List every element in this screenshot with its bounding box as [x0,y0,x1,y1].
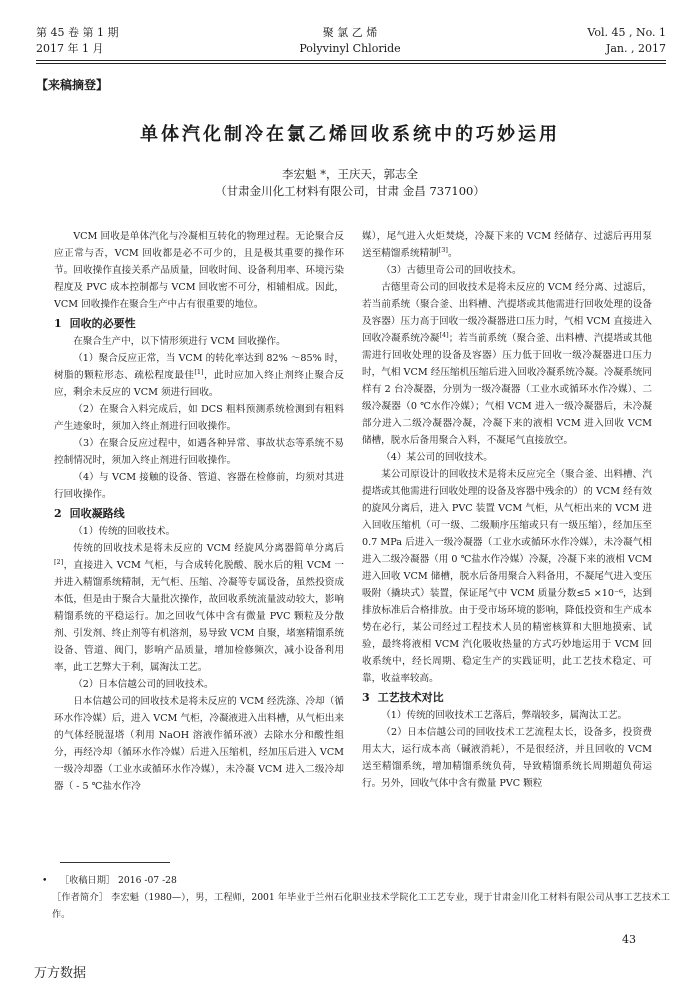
header-date: 2017 年 1 月 [36,42,104,55]
header-journal-en: Polyvinyl Chloride [299,42,401,55]
section-title: 回收凝路线 [69,507,125,520]
paragraph: （1）传统的回收技术。 [73,526,176,537]
paragraph-text: 传统的回收技术是将未反应的 VCM 经旋风分离器简单分离后 [73,543,344,554]
affiliation: （甘肃金川化工材料有限公司，甘肃 金昌 737100） [215,184,485,198]
paragraph: （4）某公司的回收技术。 [381,452,493,463]
paragraph: （3）在聚合反应过程中，如遇各种异常、事故状态等系统不易控制情况时，须加入终止剂进行回收操作。 [54,438,344,466]
paragraph-text: 古德里奇公司的回收技术是将未反应的 VCM 经分离、过滤后，若当前系统（聚合釜、出料槽、汽提塔或其他需进行回收处理的设备及容器）压力高于回收一级冷凝器进口压力时，气相 VCM 直接进入回收冷凝系统冷凝 [362,282,652,344]
footnote-rule [60,862,170,863]
paragraph [54,540,344,676]
header-date-en: Jan. , 2017 [605,42,666,55]
paragraph-text: 。 [447,248,458,259]
paragraph: （3）古德里奇公司的回收技术。 [381,265,522,276]
paragraph: 在聚合生产中，以下情形须进行 VCM 回收操作。 [73,336,286,347]
section-title: 工艺技术对比 [377,691,444,704]
authors: 李宏魁 *，王庆天，郭志全 [282,167,418,181]
page-number: 43 [622,933,636,946]
paragraph: VCM 回收是单体汽化与冷凝相互转化的物理过程。无论聚合反应正常与否，VCM 回收都是必不可少的，且是极其重要的操作环节。回收操作直接关系产品质量，回收时间、设备利用率、环境污染程度及 PVC 成本控制都与 VCM 回收密不可分，相辅相成。因此，VCM 回收操作在聚合生产中占有很重要的地位。 [54,231,344,310]
citation: [1] [194,367,204,376]
header-rule-top [36,60,666,61]
paragraph: （1）传统的回收技术工艺落后，弊端较多，属淘汰工艺。 [381,710,628,721]
paragraph: （4）与 VCM 接触的设备、管道、容器在检修前，均须对其进行回收操作。 [54,472,344,500]
section-number: 1 [54,317,62,330]
section-number: 3 [362,691,370,704]
paragraph [362,279,652,449]
paragraph: 日本信越公司的回收技术是将未反应的 VCM 经洗涤、冷却（循环水作冷媒）后，进入 VCM 气柜，冷凝液进入出料槽，从气柜出来的气体经脱湿塔（利用 NaOH 溶液作循环液）去除水分和酸性组分，再经冷却（循环水作冷媒）后进入压缩机，经加压后进入 VCM 一级冷却器（工业水或循环水作冷媒），未冷凝 VCM 进入二级冷却器（ - 5 ℃盐水作冷 [54,696,344,792]
section-heading-3 [362,689,652,707]
paragraph-text: （1）聚合反应正常，当 VCM 的转化率达到 82% ～85% 时，树脂的颗粒形态、疏松程度最佳 [54,353,344,381]
section-heading-1 [54,315,344,333]
paragraph-text: ；若当前系统（聚合釜、出料槽、汽提塔或其他需进行回收处理的设备及容器）压力低于回收一级冷凝器进口压力时，气相 VCM 经压缩机压缩后进入回收冷凝系统冷凝。冷凝系统同样有 2 台冷凝器，分别为一级冷凝器（工业水或循环水作冷媒）、二级冷凝器（0 ℃水作冷媒）；气相 VCM 进入一级冷凝器后，未冷凝部分进入二级冷凝器冷凝，冷凝下来的液相 VCM 进入回收 VCM 储槽，脱水后备用聚合入料，不凝尾气直接放空。 [362,333,653,446]
section-heading-2 [54,505,344,523]
footnote-author-bio: ［作者简介］ 李宏魁（1980—），男，工程师，2001 年毕业于兰州石化职业技术学院化工工艺专业，现于甘肃金川化工材料有限公司从事工艺技术工作。 [52,892,670,920]
article-title: 单体汽化制冷在氯乙烯回收系统中的巧妙运用 [140,124,560,145]
section-number: 2 [54,507,62,520]
paragraph-text: 媒），尾气进入火炬焚烧，冷凝下来的 VCM 经储存、过滤后再用泵送至精馏系统精制 [362,231,652,259]
header-volume-issue: 第 45 卷 第 1 期 [36,26,119,39]
footnote-received [42,872,670,889]
paragraph [362,228,652,262]
section-title: 回收的必要性 [69,317,136,330]
received-date: ［收稿日期］ 2016 -07 -28 [60,875,177,886]
paragraph-text: ，此时应加入终止剂终止聚合反应，剩余未反应的 VCM 须进行回收。 [54,370,344,398]
paragraph: （2）在聚合入料完成后，如 DCS 粗料预测系统检测到有粗料产生迹象时，须加入终止剂进行回收操作。 [54,404,344,432]
left-column [54,228,344,795]
paragraph [54,350,344,401]
paragraph: （2）日本信越公司的回收技术工艺流程太长，设备多，投资费用太大，运行成本高（碱液消耗），不是很经济，并且回收的 VCM 送至精馏系统，增加精馏系统负荷，导致精馏系统长周期超负荷运行。另外，回收气体中含有微量 PVC 颗粒 [362,727,652,789]
header-journal-cn: 聚 氯 乙 烯 [322,26,378,39]
right-column [362,228,652,792]
section-tag: 【来稿摘登】 [36,78,109,92]
paragraph: 某公司原设计的回收技术是将未反应完全（聚合釜、出料槽、汽提塔或其他需进行回收处理的设备及容器中残余的）的 VCM 经有效的旋风分离后，进入 PVC 装置 VCM 气柜，从气柜出来的 VCM 进入回收压缩机（可一级、二级顺序压缩或只有一级压缩），经加压至 0.7 MPa 后进入一级冷凝器（工业水或循环水作冷媒），未冷凝气相进入二级冷凝器（用 0 ℃盐水作冷媒）冷凝，冷凝下来的液相 VCM 进入回收 VCM 储槽，脱水后备用聚合入料备用，不凝尾气进入变压吸附（撬块式）装置，保证尾气中 VCM 质量分数≤5 ×10⁻⁶，达到排放标准后合格排放。由于受市场环境的影响，降低投资和生产成本势在必行，某公司经过工程技术人员的精密核算和大胆地摸索、试验，最终将液相 VCM 汽化吸收热量的方式巧妙地运用于 VCM 回收系统中，经长周期、稳定生产的实践证明，此工艺技术稳定、可靠，收益率较高。 [362,469,652,684]
citation: [2] [54,557,64,566]
citation: [4] [439,330,449,339]
header-rule-bottom [36,63,666,64]
paragraph: （2）日本信越公司的回收技术。 [73,679,214,690]
watermark: 万方数据 [34,966,87,981]
header-volume-issue-en: Vol. 45 , No. 1 [587,26,666,39]
paragraph-text: ，直接进入 VCM 气柜，与合成转化脱酸、脱水后的粗 VCM 一并进入精馏系统精制，无气柜、压缩、冷凝等专属设备，虽然投资成本低，但是由于聚合大量批次操作，故回收系统流量波动较大，影响精馏系统的平稳运行。加之回收气体中含有微量 PVC 颗粒及分散剂、引发剂、终止剂等有机溶剂，易导致 VCM 自聚，堵塞精馏系统设备、管道、阀门，影响产品质量，增加检修频次，减小设备利用率，此工艺弊大于利，属淘汰工艺。 [54,560,344,673]
citation: [3] [438,245,448,254]
footnote-bullet: • [42,875,48,886]
